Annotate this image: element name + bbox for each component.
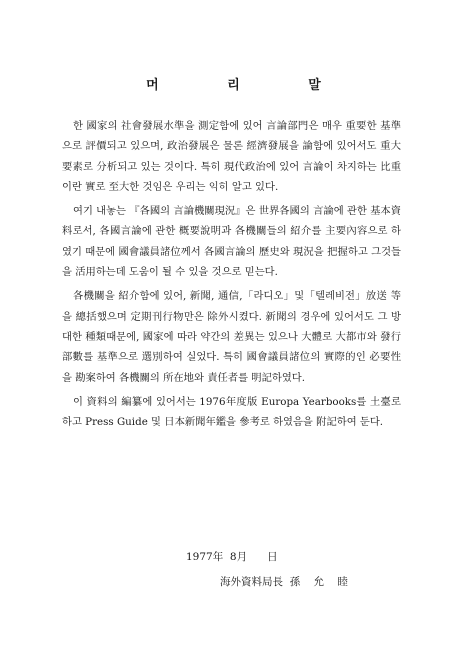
date-line: 1977年 8月 日 xyxy=(186,551,278,563)
paragraph-2: 여기 내놓는 『各國의 言論機關現況』은 世界各國의 言論에 관한 基本資料로서, 各國言論에 관한 概要說明과 各機關들의 紹介를 主要內容으로 하였기 때문에 國會議員諸位께서 各國言論의 歷史와 現況을 把握하고 그것들을 活用하는데 도움이 될 수 있을 것으로 믿는다. xyxy=(62,205,401,279)
signature-line: 海外資料局長 孫 允 睦 xyxy=(220,576,348,588)
paragraph-4: 이 資料의 編纂에 있어서는 1976年度版 Europa Yearbooks를 土臺로 하고 Press Guide 및 日本新聞年鑑을 參考로 하였음을 附記하여 둔다. xyxy=(62,395,401,429)
paragraph-3: 各機關을 紹介함에 있어, 新聞, 通信,「라디오」및「텔레비전」放送 等을 總括했으며 定期刊行物만은 除外시켰다. 新聞의 경우에 있어서도 그 방대한 種類때문에, 國家에 따라 약간의 差異는 있으나 大體로 大都市와 發行部數를 基準으로 選別하여 실었다. 특히 國會議員諸位의 實際的인 必要性을 勘案하여 各機關의 所在地와 責任者를 明記하였다. xyxy=(62,290,401,384)
paragraph-1: 한 國家의 社會發展水準을 測定함에 있어 言論部門은 매우 重要한 基準으로 評價되고 있으며, 政治發展은 물론 經濟發展을 論함에 있어서도 重大要素로 分析되고 있는 것이다. 특히 現代政治에 있어 言論이 차지하는 比重이란 實로 至大한 것임은 우리는 익히 알고 있다. xyxy=(62,120,401,193)
preface-body xyxy=(62,116,401,436)
page-title: 머 리 말 xyxy=(146,78,353,93)
